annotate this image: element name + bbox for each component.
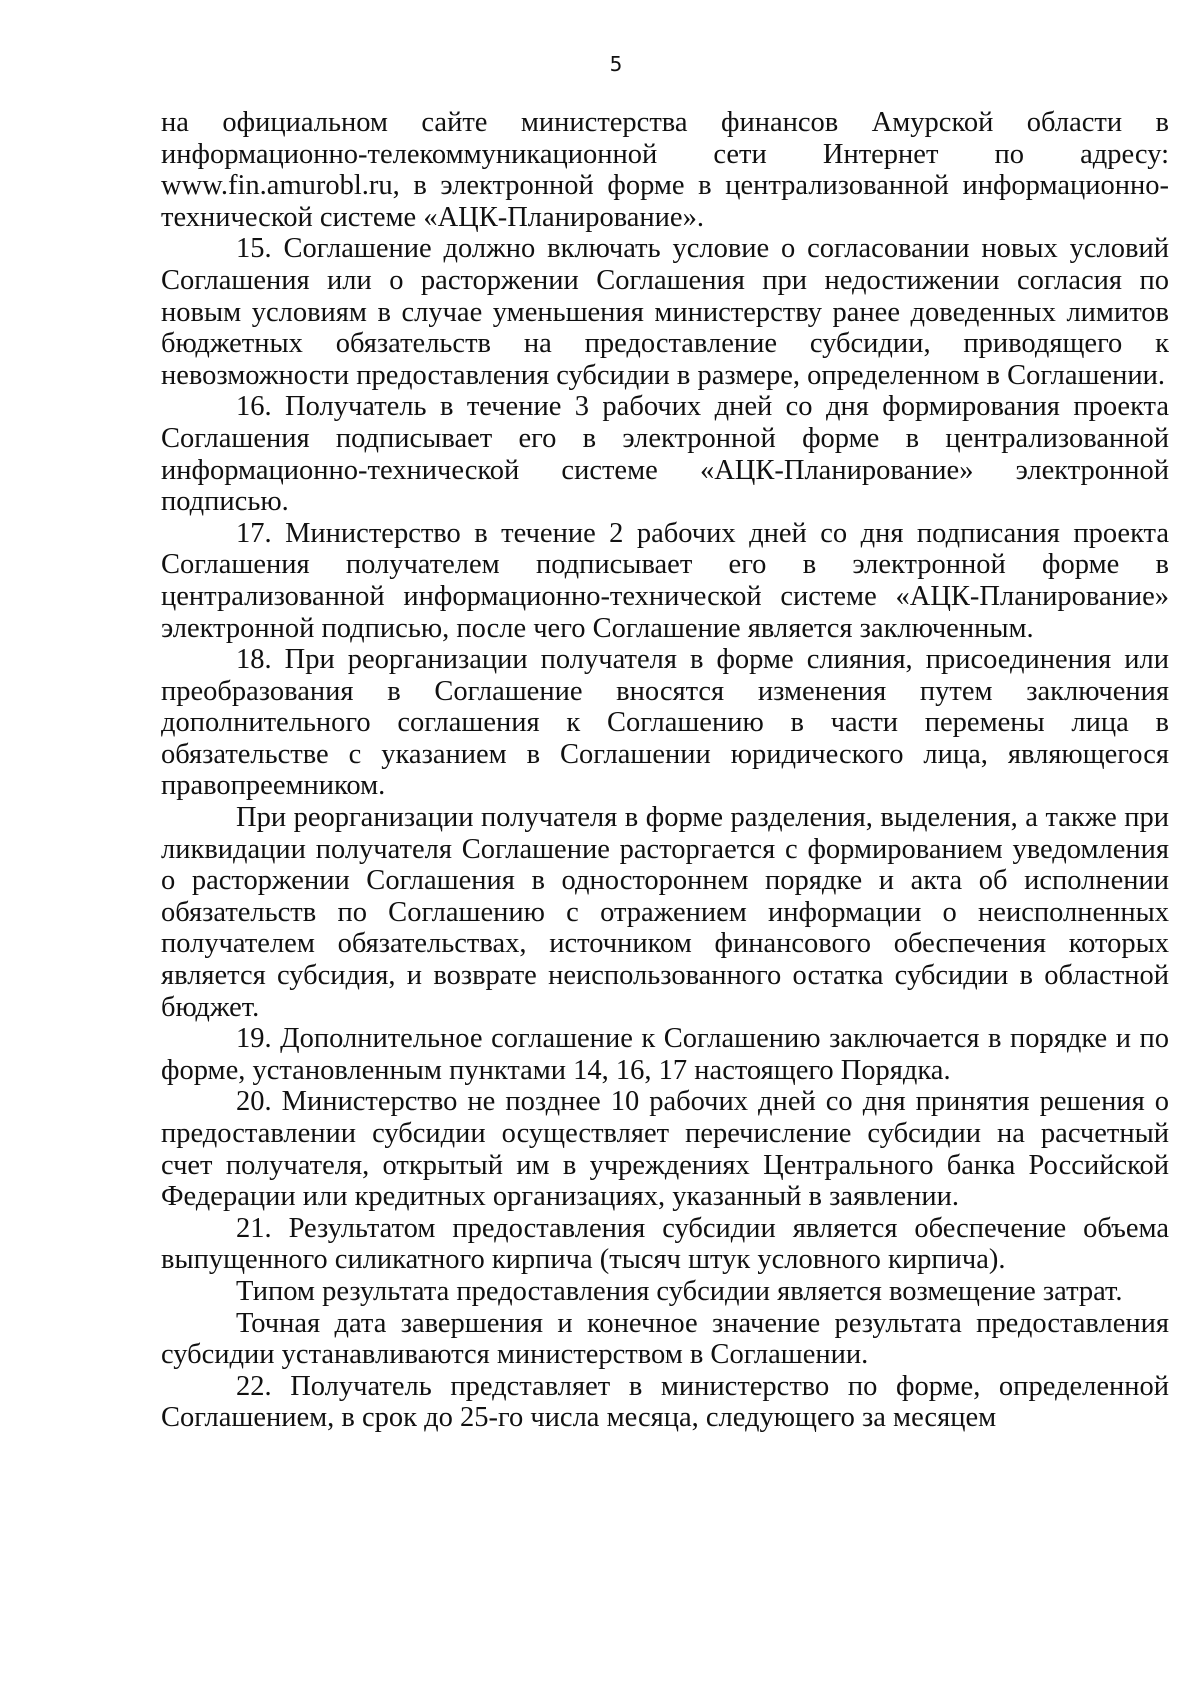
paragraph-20: 20. Министерство не позднее 10 рабочих дней со дня принятия решения о предоставлении субсидии осуществляет перечисление субсидии на расчетный счет получателя, открытый им в учреждениях Центрального банка Российской Федерации или кредитных организациях, указанный в заявлении. (161, 1086, 1169, 1213)
paragraph-18-liquidation: При реорганизации получателя в форме разделения, выделения, а также при ликвидации получателя Соглашение расторгается с формированием уведомления о расторжении Соглашения в одностороннем порядке и акта об исполнении обязательств по Соглашению с отражением информации о неисполненных получателем обязательствах, источником финансового обеспечения которых является субсидия, и возврате неиспользованного остатка субсидии в областной бюджет. (161, 802, 1169, 1023)
paragraph-17: 17. Министерство в течение 2 рабочих дней со дня подписания проекта Соглашения получателем подписывает его в электронной форме в централизованной информационно-технической системе «АЦК-Планирование» электронной подписью, после чего Соглашение является заключенным. (161, 517, 1169, 644)
paragraph-21: 21. Результатом предоставления субсидии является обеспечение объема выпущенного силикатного кирпича (тысяч штук условного кирпича). (161, 1212, 1169, 1276)
paragraph-21-result-date: Точная дата завершения и конечное значение результата предоставления субсидии устанавливаются министерством в Соглашении. (161, 1307, 1169, 1371)
page-number: 5 (609, 52, 623, 76)
paragraph-21-result-type: Типом результата предоставления субсидии является возмещение затрат. (236, 1275, 1123, 1307)
paragraph-15: 15. Соглашение должно включать условие о согласовании новых условий Соглашения или о расторжении Соглашения при недостижении согласия по новым условиям в случае уменьшения министерству ранее доведенных лимитов бюджетных обязательств на предоставление субсидии, приводящего к невозможности предоставления субсидии в размере, определенном в Соглашении. (161, 233, 1169, 391)
paragraph-18: 18. При реорганизации получателя в форме слияния, присоединения или преобразования в Соглашение вносятся изменения путем заключения дополнительного соглашения к Соглашению в части перемены лица в обязательстве с указанием в Соглашении юридического лица, являющегося правопреемником. (161, 644, 1169, 802)
paragraph-continuation: на официальном сайте министерства финансов Амурской области в информационно-телекоммуникационной сети Интернет по адресу: www.fin.amurobl.ru, в электронной форме в централизованной информационно-технической системе «АЦК-Планирование». (161, 107, 1169, 233)
document-body (161, 107, 1169, 1434)
paragraph-16: 16. Получатель в течение 3 рабочих дней со дня формирования проекта Соглашения подписывает его в электронной форме в централизованной информационно-технической системе «АЦК-Планирование» электронной подписью. (161, 391, 1169, 518)
paragraph-22: 22. Получатель представляет в министерство по форме, определенной Соглашением, в срок до 25-го числа месяца, следующего за месяцем (161, 1370, 1169, 1434)
paragraph-19: 19. Дополнительное соглашение к Соглашению заключается в порядке и по форме, установленным пунктами 14, 16, 17 настоящего Порядка. (161, 1023, 1169, 1086)
